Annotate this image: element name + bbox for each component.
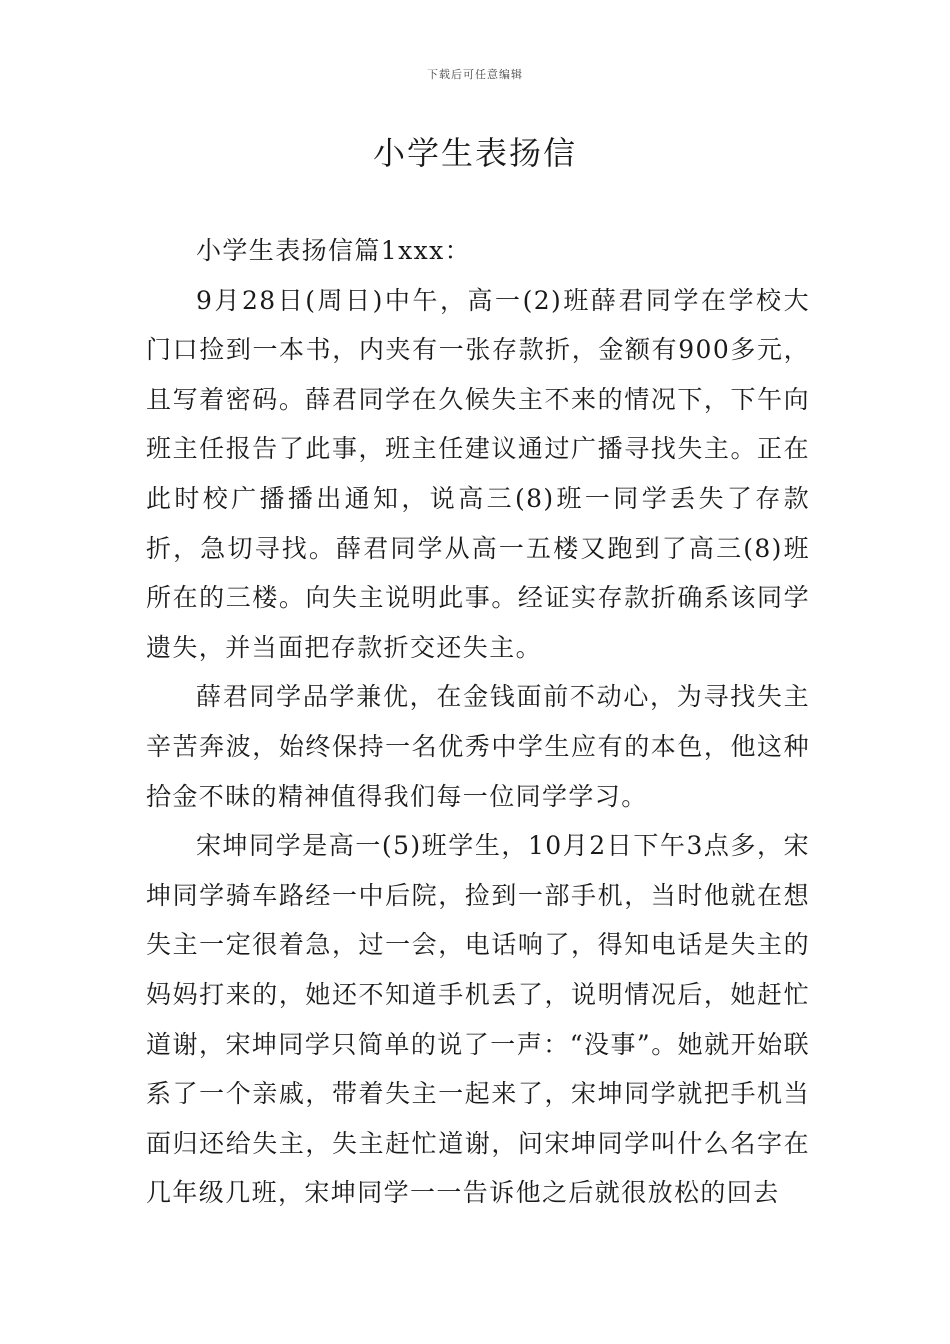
letter-body: [146, 226, 810, 1218]
paragraph-3: 宋坤同学是高一(5)班学生，10月2日下午3点多，宋坤同学骑车路经一中后院，捡到一部手机，当时他就在想失主一定很着急，过一会，电话响了，得知电话是失主的妈妈打来的，她还不知道手机丢了，说明情况后，她赶忙道谢，宋坤同学只简单的说了一声：“没事”。她就开始联系了一个亲戚，带着失主一起来了，宋坤同学就把手机当面归还给失主，失主赶忙道谢，问宋坤同学叫什么名字在几年级几班，宋坤同学一一告诉他之后就很放松的回去: [146, 831, 810, 1208]
document-title: 小学生表扬信: [372, 134, 577, 172]
paragraph-salutation: 小学生表扬信篇1xxx：: [196, 236, 472, 265]
paragraph-1: 9月28日(周日)中午，高一(2)班薛君同学在学校大门口捡到一本书，内夹有一张存款折，金额有900多元，且写着密码。薛君同学在久候失主不来的情况下，下午向班主任报告了此事，班主任建议通过广播寻找失主。正在此时校广播播出通知，说高三(8)班一同学丢失了存款折，急切寻找。薛君同学从高一五楼又跑到了高三(8)班所在的三楼。向失主说明此事。经证实存款折确系该同学遗失，并当面把存款折交还失主。: [146, 285, 810, 662]
paragraph-2: 薛君同学品学兼优，在金钱面前不动心，为寻找失主辛苦奔波，始终保持一名优秀中学生应有的本色，他这种拾金不昧的精神值得我们每一位同学学习。: [146, 682, 810, 811]
header-note: 下载后可任意编辑: [427, 68, 523, 81]
